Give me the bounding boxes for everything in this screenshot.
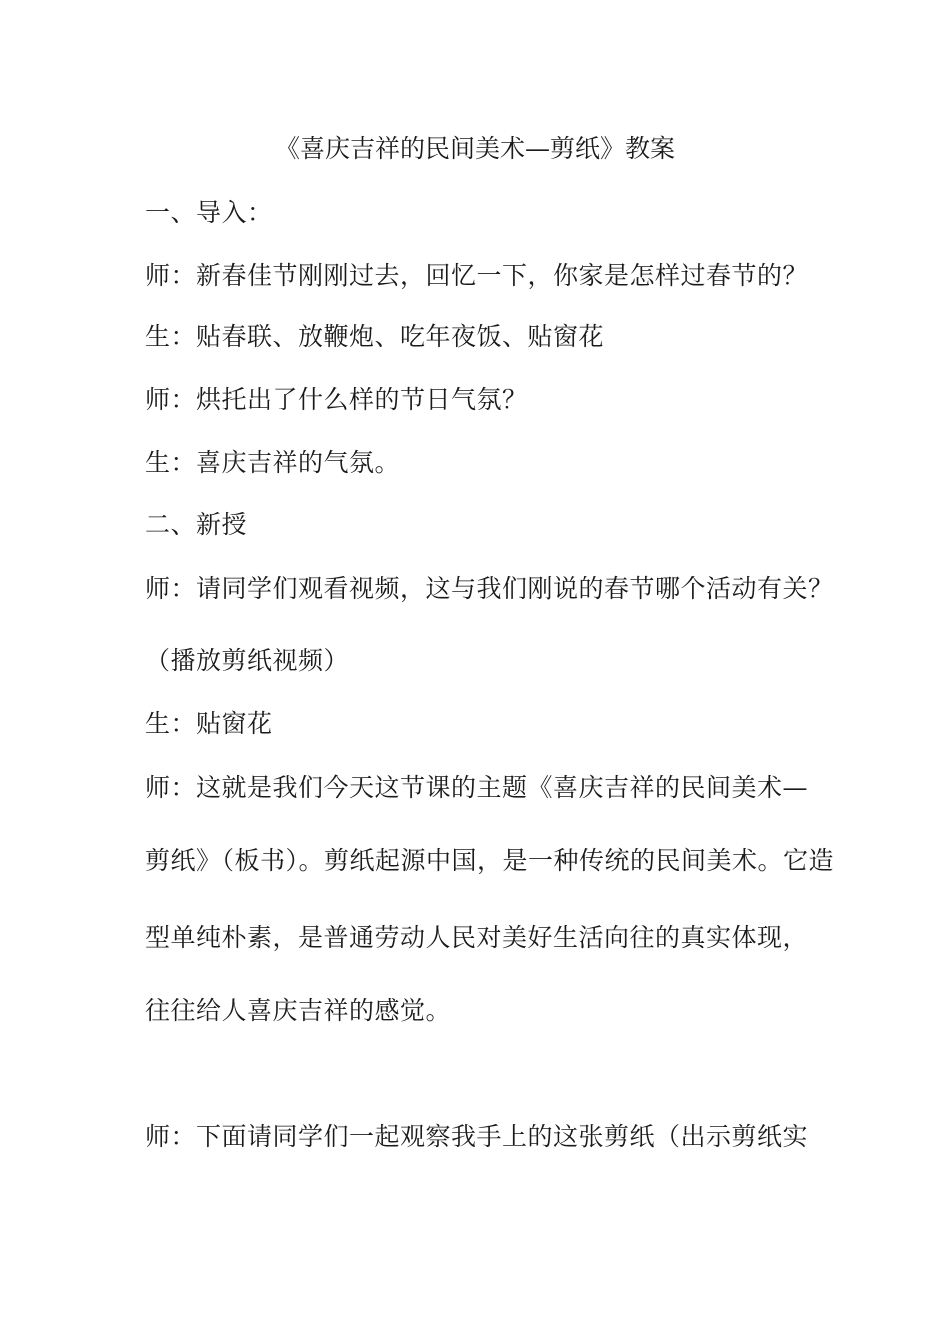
paragraph-line: 师：请同学们观看视频，这与我们刚说的春节哪个活动有关？ bbox=[145, 574, 834, 603]
paragraph-line: 师：新春佳节刚刚过去，回忆一下，你家是怎样过春节的？ bbox=[145, 261, 809, 290]
document-title: 《喜庆吉祥的民间美术—剪纸》教案 bbox=[274, 134, 675, 163]
paragraph-line: 生：贴窗花 bbox=[145, 709, 273, 738]
paragraph-line: 往往给人喜庆吉祥的感觉。 bbox=[145, 996, 452, 1025]
section-heading-new: 二、新授 bbox=[145, 510, 248, 539]
paragraph-line: 师：这就是我们今天这节课的主题《喜庆吉祥的民间美术— bbox=[145, 773, 809, 802]
paragraph-line: 师：下面请同学们一起观察我手上的这张剪纸（出示剪纸实 bbox=[145, 1122, 809, 1151]
paragraph-line: 生：喜庆吉祥的气氛。 bbox=[145, 448, 401, 477]
paragraph-line: 生：贴春联、放鞭炮、吃年夜饭、贴窗花 bbox=[145, 322, 605, 351]
section-heading-intro: 一、导入： bbox=[145, 198, 273, 227]
paragraph-line: 剪纸》（板书）。剪纸起源中国，是一种传统的民间美术。它造 bbox=[145, 846, 835, 875]
paragraph-line: （播放剪纸视频） bbox=[145, 646, 350, 675]
paragraph-line: 型单纯朴素，是普通劳动人民对美好生活向往的真实体现， bbox=[145, 923, 809, 952]
paragraph-line: 师：烘托出了什么样的节日气氛？ bbox=[145, 385, 528, 414]
